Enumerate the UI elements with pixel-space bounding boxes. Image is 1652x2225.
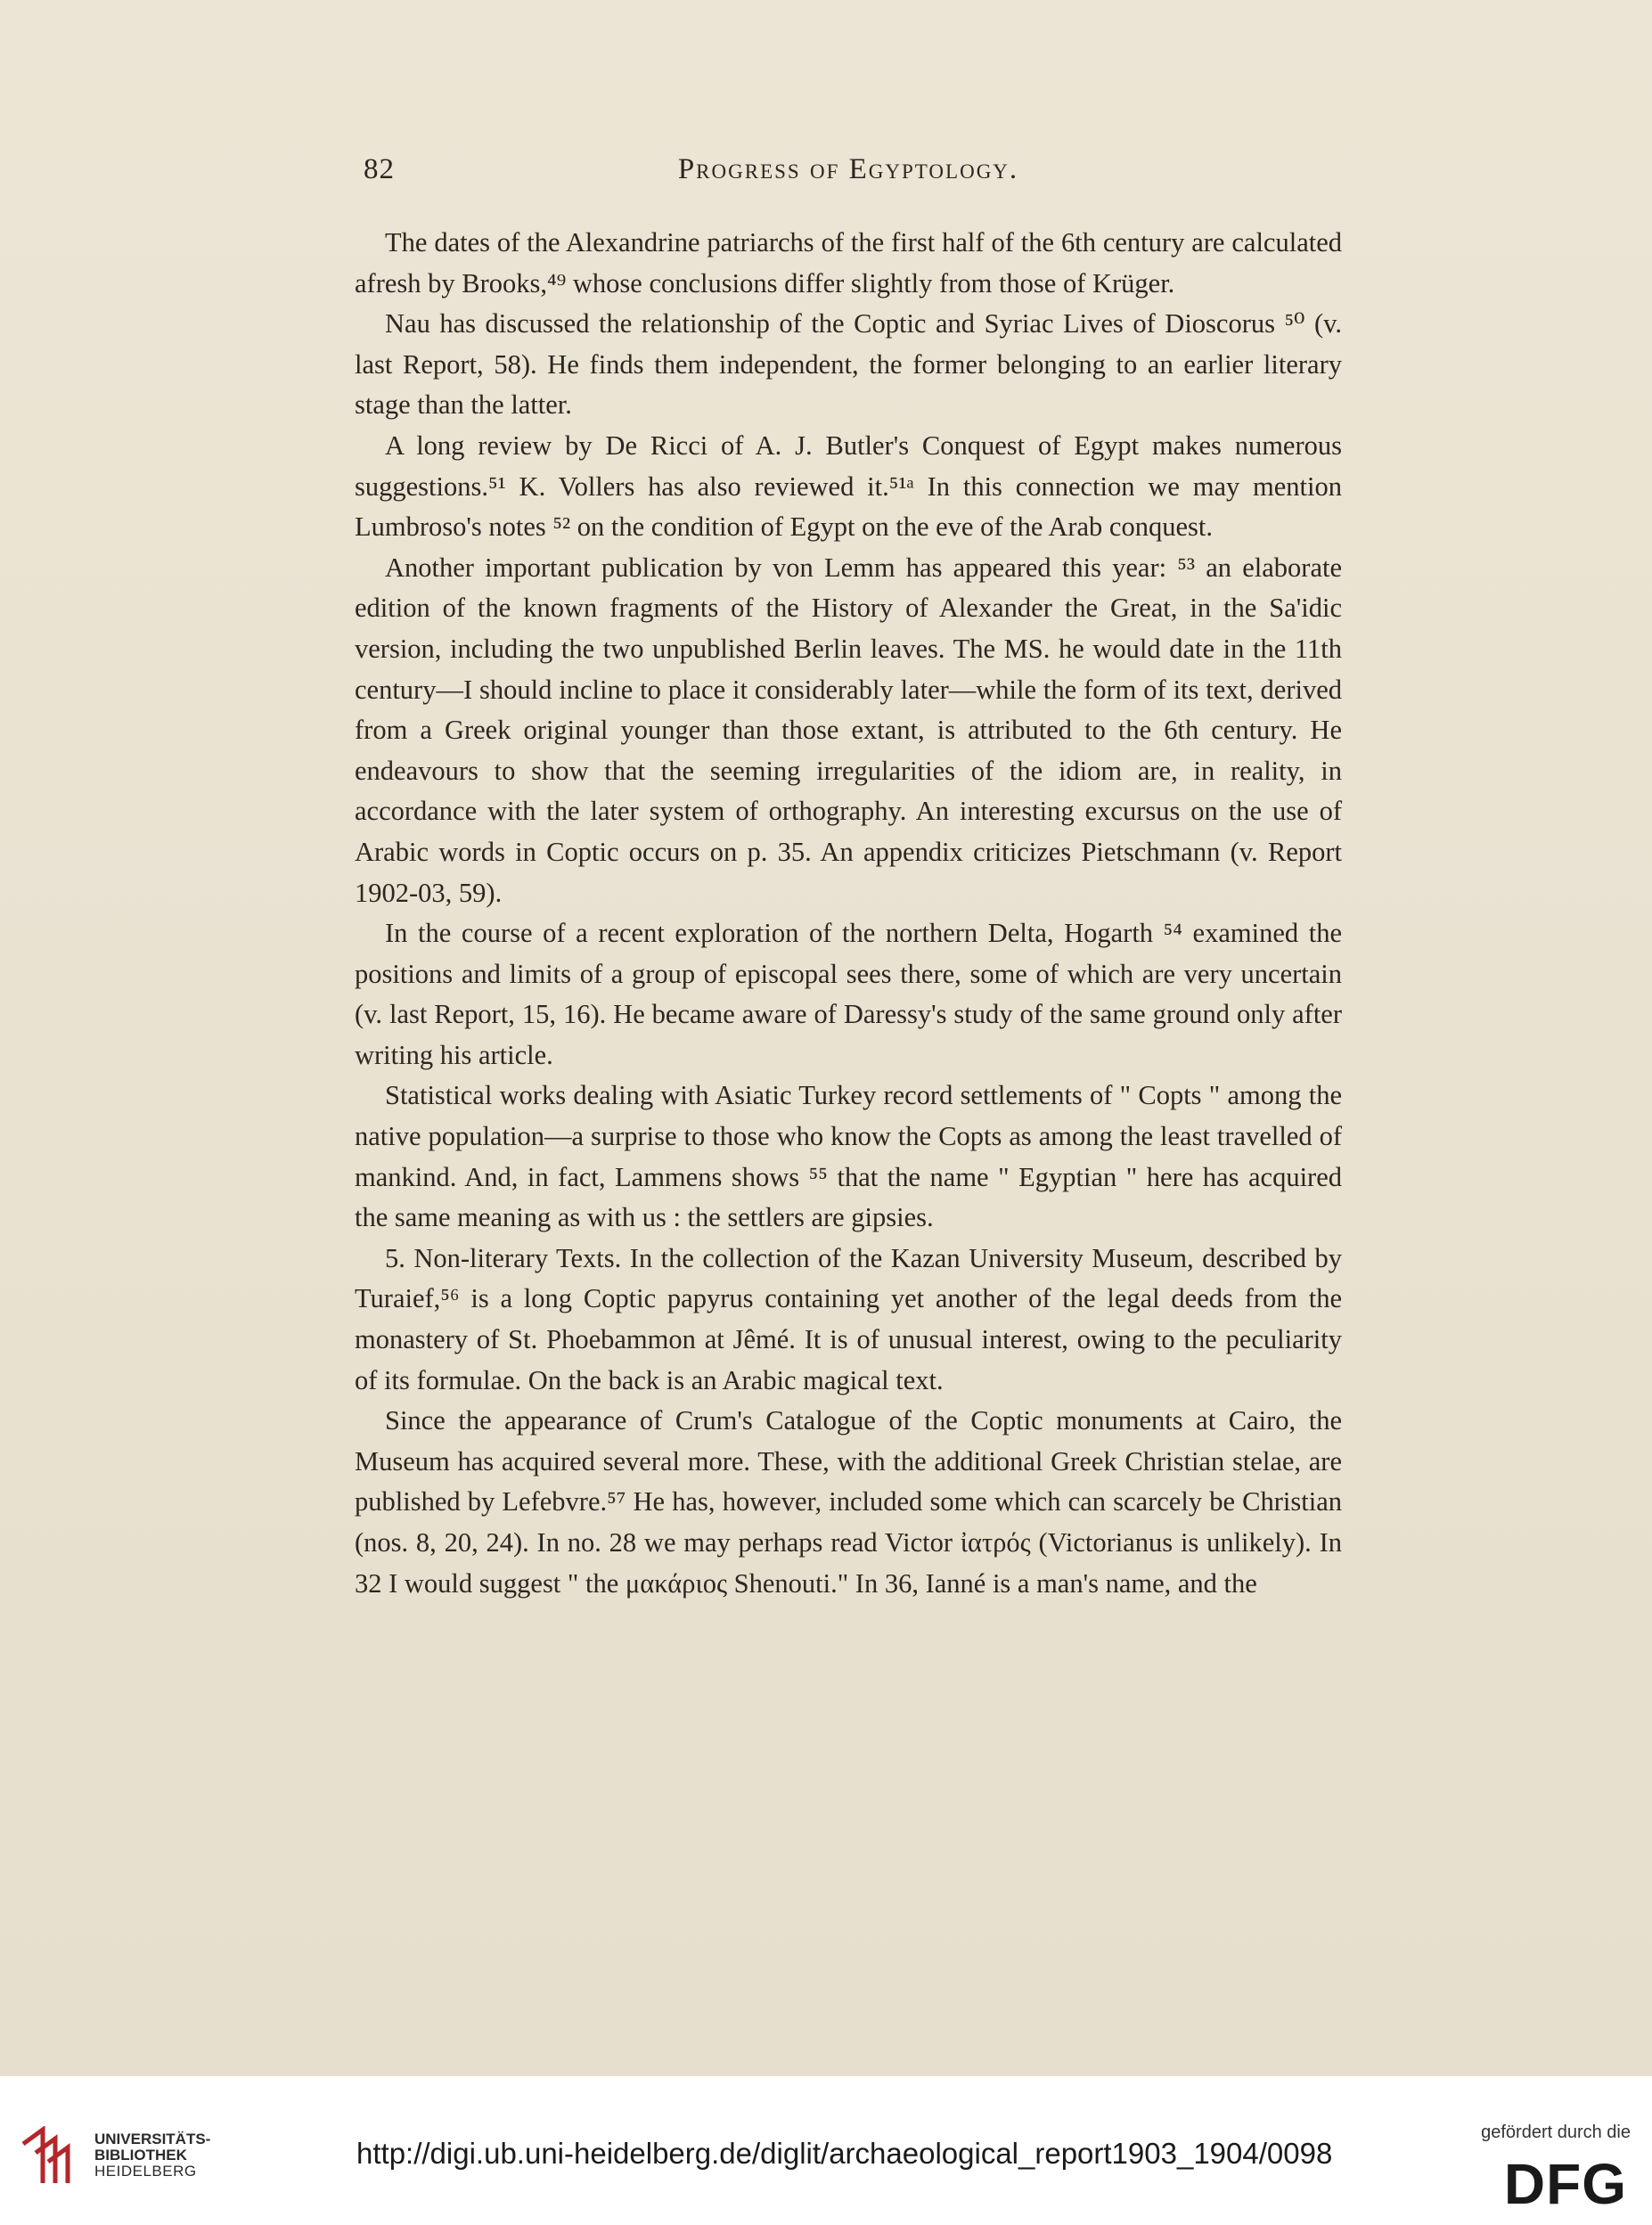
paragraph: 5. Non-literary Texts. In the collection of the Kazan University Museum, described by Turaief,⁵⁶ is a long Coptic papyrus containing yet another of the legal deeds from the monastery of St. Phoebammon at Jêmé. It is of unusual interest, owing to the peculiarity of its formulae. On the back is an Arabic magical text. <box>355 1242 1342 1395</box>
digitization-footer <box>0 2076 1652 2225</box>
body-text <box>355 223 1342 1604</box>
dfg-logo: DFG <box>1503 2152 1627 2216</box>
funding-note: gefördert durch die <box>1481 2123 1631 2142</box>
permalink-url[interactable]: http://digi.ub.uni-heidelberg.de/diglit/archaeological_report1903_1904/0098 <box>356 2137 1333 2170</box>
paragraph: Since the appearance of Crum's Catalogue of the Coptic monuments at Cairo, the Museum has acquired several more. These, with the additional Greek Christian stelae, are published by Lefebvre.⁵⁷ He has, however, included some which can scarcely be Christian (nos. 8, 20, 24). In no. 28 we may perhaps read Victor ἰατρός (Victorianus is unlikely). In 32 I would suggest " the μακάριος Shenouti." In 36, Ianné is a man's name, and the <box>355 1405 1342 1599</box>
paragraph: Nau has discussed the relationship of the Coptic and Syriac Lives of Dioscorus ⁵⁰ (v. last Report, 58). He finds them independent, the former belonging to an earlier literary stage than the latter. <box>355 308 1342 421</box>
paragraph: The dates of the Alexandrine patriarchs of the first half of the 6th century are calculated afresh by Brooks,⁴⁹ whose conclusions differ slightly from those of Krüger. <box>355 227 1342 299</box>
paragraph: Statistical works dealing with Asiatic Turkey record settlements of " Copts " among the native population—a surprise to those who know the Copts as among the least travelled of mankind. And, in fact, Lammens shows ⁵⁵ that the name " Egyptian " here has acquired the same meaning as with us : the settlers are gipsies. <box>355 1080 1342 1233</box>
library-name-line: UNIVERSITÄTS- <box>94 2131 211 2147</box>
library-name-line: HEIDELBERG <box>94 2163 197 2180</box>
paragraph: Another important publication by von Lemm has appeared this year: ⁵³ an elaborate edition of the known fragments of the History of Alexander the Great, in the Sa'idic version, including the two unpublished Berlin leaves. The MS. he would date in the 11th century—I should incline to place it considerably later—while the form of its text, derived from a Greek original younger than those extant, is attributed to the 6th century. He endeavours to show that the seeming irregularities of the idiom are, in reality, in accordance with the later system of orthography. An interesting excursus on the use of Arabic words in Coptic occurs on p. 35. An appendix criticizes Pietschmann (v. Report 1902-03, 59). <box>355 552 1342 908</box>
paragraph: A long review by De Ricci of A. J. Butler's Conquest of Egypt makes numerous suggestions.⁵¹ K. Vollers has also reviewed it.⁵¹ᵃ In this connection we may mention Lumbroso's notes ⁵² on the condition of Egypt on the eve of the Arab conquest. <box>355 429 1342 543</box>
library-logo-text <box>94 2131 210 2180</box>
running-title: Progress of Egyptology. <box>677 153 1019 185</box>
library-name-line: BIBLIOTHEK <box>94 2147 187 2164</box>
running-head <box>355 153 1342 198</box>
paragraph: In the course of a recent exploration of the northern Delta, Hogarth ⁵⁴ examined the positions and limits of a group of episcopal sees there, some of which are very uncertain (v. last Report, 15, 16). He became aware of Daressy's study of the same ground only after writing his article. <box>355 918 1342 1070</box>
page-number: 82 <box>364 153 395 185</box>
library-logo-icon <box>16 2126 86 2187</box>
